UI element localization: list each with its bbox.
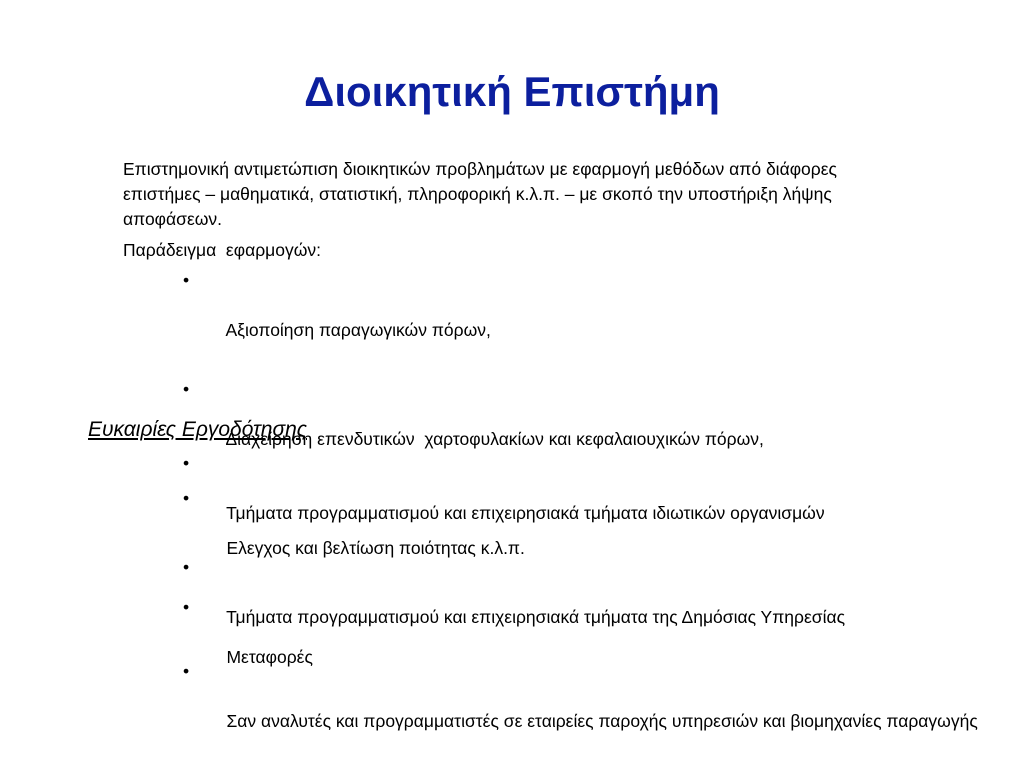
bullet-icon: • <box>183 453 190 473</box>
list-item-text: Τμήματα προγραμματισμού και επιχειρησιακά τμήματα της Δημόσιας Υπηρεσίας <box>226 607 846 627</box>
list-item-text: Διαχείρηση επενδυτικών χαρτοφυλακίων και κεφαλαιουχικών πόρων, <box>225 429 764 449</box>
slide-title: Διοικητική Επιστήμη <box>304 68 720 115</box>
list-item-text: Ελεγχος και βελτίωση ποιότητας κ.λ.π. <box>226 538 525 558</box>
list-item <box>183 555 973 655</box>
list-item-text: Μεταφορές <box>226 647 313 667</box>
intro-paragraph: Επιστημονική αντιμετώπιση διοικητικών προβλημάτων με εφαρμογή μεθόδων από διάφορες επιστήμες – μαθηματικά, στατιστική, πληροφορική κ.λ.π. – με σκοπό την υποστήριξη λήψης αποφάσεων. <box>123 159 837 229</box>
bullet-icon: • <box>183 597 190 617</box>
examples-label: Παράδειγμα εφαρμογών: <box>123 240 321 260</box>
bullet-icon: • <box>183 488 190 508</box>
bullet-icon: • <box>183 379 190 399</box>
list-item <box>183 451 973 551</box>
list-item <box>183 268 764 368</box>
list-item <box>183 659 978 759</box>
bullet-icon: • <box>183 270 190 290</box>
bullet-icon: • <box>183 557 190 577</box>
list-item-text: Σαν αναλυτές και προγραμματιστές σε εταιρείες παροχής υπηρεσιών και βιομηχανίες παραγωγής <box>226 711 978 731</box>
bullet-icon: • <box>183 661 190 681</box>
list-item-text: Αξιοποίηση παραγωγικών πόρων, <box>225 320 491 340</box>
employment-heading: Ευκαιρίες Εργοδότησης <box>88 418 307 441</box>
employment-list <box>183 451 978 763</box>
list-item-text: Τμήματα προγραμματισμού και επιχειρησιακά τμήματα ιδιωτικών οργανισμών <box>226 503 825 523</box>
